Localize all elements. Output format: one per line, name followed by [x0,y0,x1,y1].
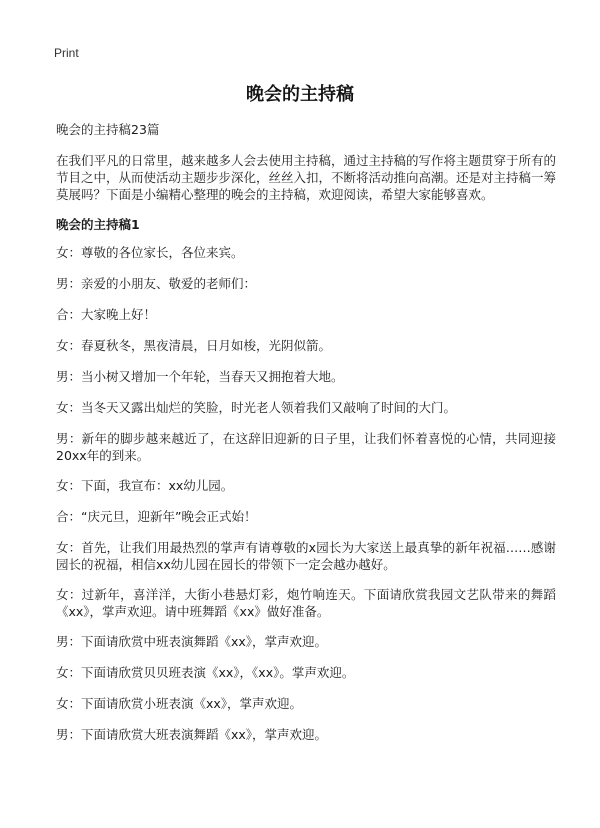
script-line: 女：首先，让我们用最热烈的掌声有请尊敬的x园长为大家送上最真挚的新年祝福……感谢园长的祝福，相信xx幼儿园在园长的带领下一定会越办越好。 [56,540,556,572]
script-line: 女：下面请欣赏贝贝班表演《xx》，《xx》。掌声欢迎。 [56,665,355,680]
script-line: 女：过新年，喜洋洋，大街小巷悬灯彩，炮竹响连天。下面请欣赏我园文艺队带来的舞蹈《xx》，掌声欢迎。请中班舞蹈《xx》做好准备。 [56,587,556,619]
script-line: 男：下面请欣赏中班表演舞蹈《xx》，掌声欢迎。 [56,634,328,649]
script-line: 女：尊敬的各位家长，各位来宾。 [56,245,244,260]
page-title: 晚会的主持稿 [246,84,354,105]
intro-paragraph: 在我们平凡的日常里，越来越多人会去使用主持稿，通过主持稿的写作将主题贯穿于所有的节目之中，从而使活动主题步步深化，丝丝入扣，不断将活动推向高潮。还是对主持稿一筹莫展吗？下面是小编精心整理的晚会的主持稿，欢迎阅读，希望大家能够喜欢。 [56,153,557,202]
document-subtitle: 晚会的主持稿23篇 [56,122,160,137]
script-line: 女：下面请欣赏小班表演《xx》，掌声欢迎。 [56,696,303,711]
script-line: 女：春夏秋冬，黑夜清晨，日月如梭，光阴似箭。 [56,338,332,353]
script-line: 合：“庆元旦，迎新年”晚会正式始！ [56,509,257,524]
print-label: Print [54,46,79,60]
script-line: 男：当小树又增加一个年轮，当春天又拥抱着大地。 [56,369,344,384]
script-line: 女：下面，我宣布：xx幼儿园。 [56,478,234,493]
script-line: 男：下面请欣赏大班表演舞蹈《xx》，掌声欢迎。 [56,727,328,742]
section-heading: 晚会的主持稿1 [56,217,140,232]
document-body [56,122,556,757]
script-line: 女：当冬天又露出灿烂的笑脸，时光老人领着我们又敲响了时间的大门。 [56,400,457,415]
script-line: 合：大家晚上好！ [56,307,157,322]
script-line: 男：亲爱的小朋友、敬爱的老师们： [56,276,257,291]
script-line: 男：新年的脚步越来越近了，在这辞旧迎新的日子里，让我们怀着喜悦的心情，共同迎接20xx年的到来。 [56,431,556,463]
